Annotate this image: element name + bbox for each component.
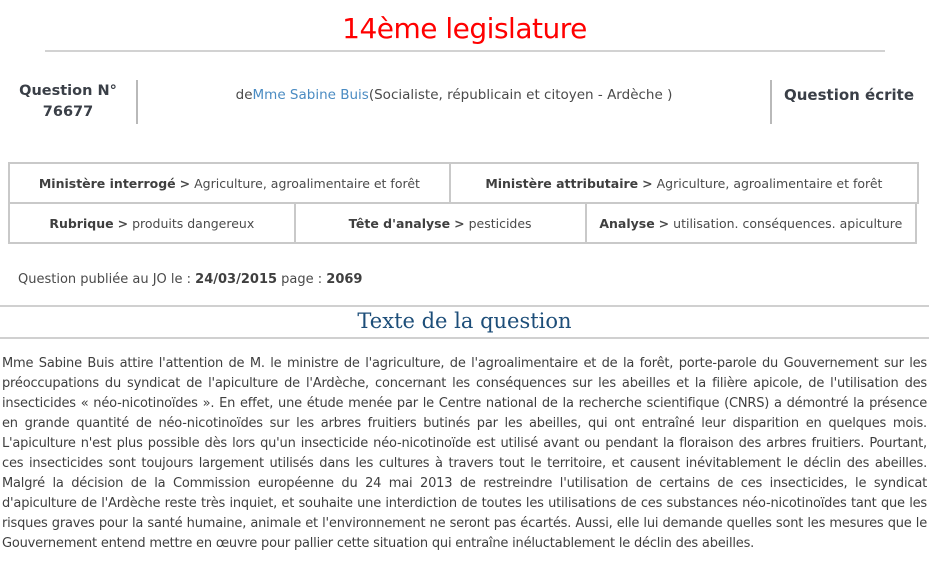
- cell-ministere-attributaire: [449, 162, 919, 204]
- section-heading: Texte de la question: [357, 309, 572, 333]
- question-header: [0, 78, 929, 126]
- cell-label: Tête d'analyse: [348, 215, 451, 231]
- publication-page-label: page :: [277, 272, 327, 287]
- question-number-label: Question N°: [19, 83, 117, 99]
- question-author-line: [138, 78, 770, 126]
- meta-row-ministeres: [8, 162, 921, 204]
- cell-ministere-interroge: [8, 162, 451, 204]
- publication-date: 24/03/2015: [195, 272, 278, 287]
- cell-value: Agriculture, agroalimentaire et forêt: [194, 175, 420, 191]
- meta-row-rubrique: [8, 202, 921, 244]
- section-heading-block: [0, 305, 929, 339]
- page-title: 14ème legislature: [342, 12, 587, 45]
- cell-separator: >: [658, 215, 670, 231]
- cell-label: Ministère attributaire: [485, 175, 639, 191]
- cell-separator: >: [117, 215, 129, 231]
- cell-rubrique: [8, 202, 296, 244]
- cell-value: pesticides: [468, 215, 532, 231]
- cell-analyse: [585, 202, 917, 244]
- question-number-box: [0, 78, 136, 126]
- publication-prefix: Question publiée au JO le :: [18, 272, 196, 287]
- question-text: Mme Sabine Buis attire l'attention de M. le ministre de l'agriculture, de l'agroalimentaire et de la forêt, porte-parole du Gouvernement sur les préoccupations du syndicat de l'apiculture de l'Ardèche, concernant les conséquences sur les abeilles et la filière apicole, de l'utilisation des insecticides « néo-nicotinoïdes ». En effet, une étude menée par le Centre national de la recherche scientifique (CNRS) a démontré la présence en grande quantité de néo-nicotinoïdes sur les arbres fruitiers butinés par les abeilles, qui ont entraîné leur disparition en quelques mois. L'apiculture n'est plus possible dès lors qu'un insecticide néo-nicotinoïde est utilisé avant ou pendant la floraison des arbres fruitiers. Pourtant, ces insecticides sont toujours largement utilisés dans les cultures à travers tout le territoire, et causent inévitablement le déclin des abeilles. Malgré la décision de la Commission européenne du 24 mai 2013 de restreindre l'utilisation de certains de ces insecticides, le syndicat d'apiculture de l'Ardèche reste très inquiet, et souhaite une interdiction de toutes les utilisations de ces substances néo-nicotinoïdes tant que les risques graves pour la santé humaine, animale et l'environnement ne seront pas écartés. Aussi, elle lui demande quelles sont les mesures que le Gouvernement entend mettre en œuvre pour pallier cette situation qui entraîne inéluctablement le déclin des abeilles.: [2, 356, 927, 551]
- author-link[interactable]: Mme Sabine Buis: [252, 87, 369, 103]
- cell-tete-analyse: [294, 202, 587, 244]
- cell-value: utilisation. conséquences. apiculture: [673, 215, 903, 231]
- cell-label: Rubrique: [49, 215, 114, 231]
- question-meta-table: [8, 162, 921, 244]
- cell-value: Agriculture, agroalimentaire et forêt: [656, 175, 883, 191]
- publication-page-number: 2069: [326, 272, 363, 287]
- cell-label: Ministère interrogé: [38, 175, 176, 191]
- cell-label: Analyse: [599, 215, 655, 231]
- legislature-page: [0, 13, 929, 554]
- author-prefix: de: [235, 87, 253, 103]
- cell-separator: >: [454, 215, 465, 231]
- question-number-value: 76677: [42, 104, 94, 120]
- author-group: (Socialiste, républicain et citoyen - Ardèche ): [368, 87, 673, 103]
- cell-value: produits dangereux: [132, 215, 255, 231]
- publication-line: [18, 272, 929, 287]
- cell-separator: >: [642, 175, 653, 191]
- title-divider: [45, 50, 885, 52]
- cell-separator: >: [179, 175, 191, 191]
- question-type-label: Question écrite: [784, 86, 914, 104]
